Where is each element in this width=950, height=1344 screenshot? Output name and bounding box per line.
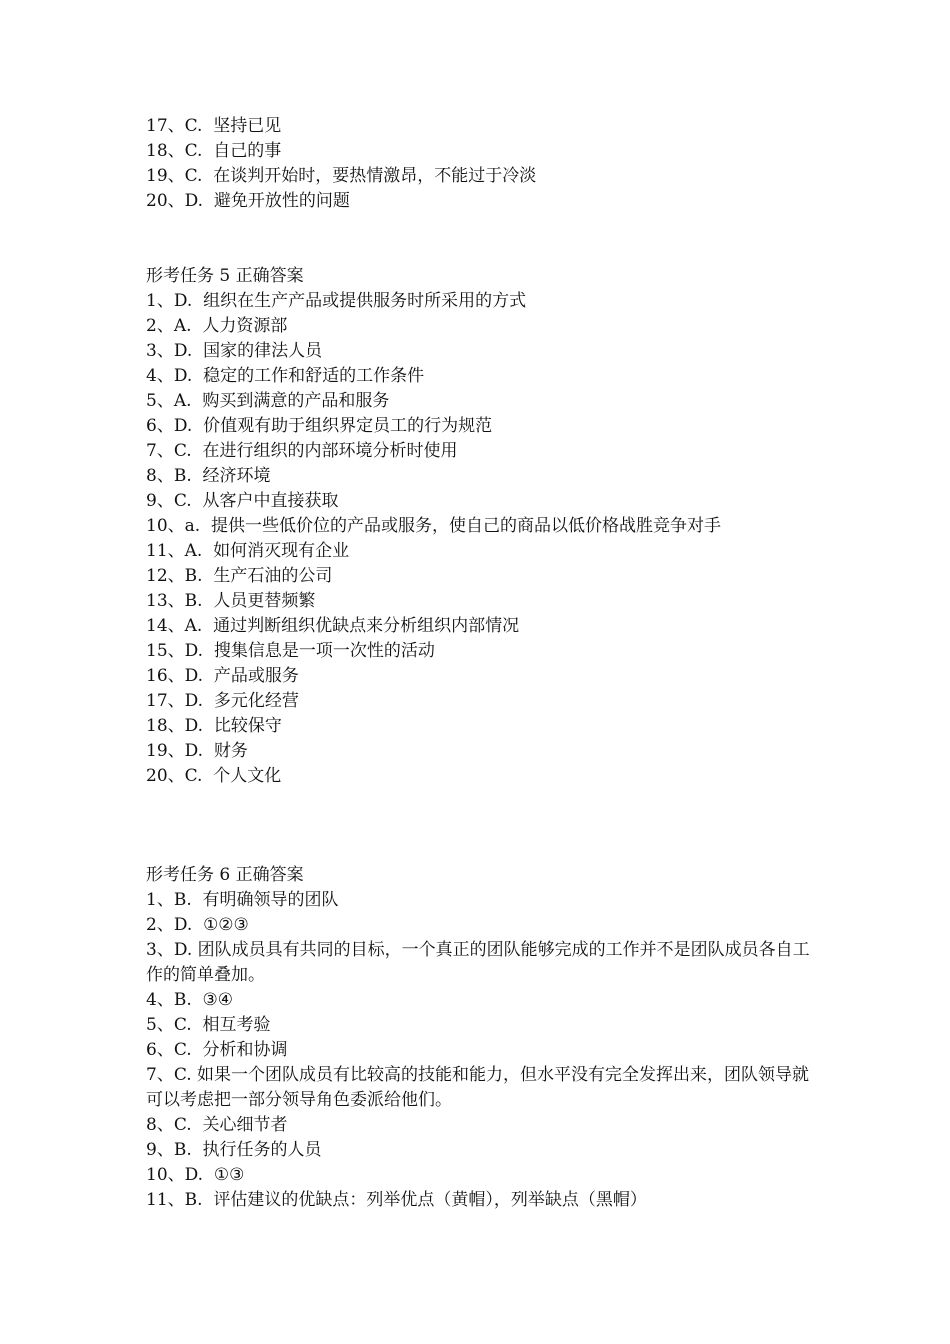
answer-item <box>146 714 826 739</box>
item-number: 2、 <box>146 316 174 336</box>
item-answer: D. 比较保守 <box>184 716 282 736</box>
item-number: 2、 <box>146 915 174 935</box>
item-number: 19、 <box>146 741 185 761</box>
answer-item <box>146 514 826 539</box>
spacer <box>146 214 826 264</box>
item-number: 18、 <box>146 716 185 736</box>
item-answer: D. 避免开放性的问题 <box>184 191 350 211</box>
item-answer: D. 团队成员具有共同的目标，一个真正的团队能够完成的工作并不是团队成员各自工作的简单叠加。 <box>146 940 810 985</box>
answer-item <box>146 564 826 589</box>
item-number: 8、 <box>146 466 174 486</box>
document-page <box>146 114 826 1213</box>
answer-item <box>146 1163 826 1188</box>
item-number: 6、 <box>146 416 174 436</box>
answer-item <box>146 614 826 639</box>
answer-item <box>146 664 826 689</box>
item-number: 11、 <box>146 1190 185 1210</box>
item-answer: B. ③④ <box>173 990 234 1010</box>
item-answer: B. 评估建议的优缺点：列举优点（黄帽），列举缺点（黑帽） <box>184 1190 647 1210</box>
item-number: 11、 <box>146 541 185 561</box>
item-answer: D. 价值观有助于组织界定员工的行为规范 <box>173 416 493 436</box>
item-answer: D. 多元化经营 <box>184 691 299 711</box>
item-number: 1、 <box>146 890 174 910</box>
item-answer: D. ①③ <box>184 1165 245 1185</box>
item-number: 12、 <box>146 566 185 586</box>
answer-item <box>146 139 826 164</box>
item-answer: C. 坚持已见 <box>184 116 282 136</box>
item-number: 9、 <box>146 1140 174 1160</box>
answer-item <box>146 464 826 489</box>
answer-item <box>146 1013 826 1038</box>
item-answer: C. 从客户中直接获取 <box>173 491 339 511</box>
answer-item <box>146 364 826 389</box>
item-answer: A. 人力资源部 <box>173 316 288 336</box>
answer-item <box>146 689 826 714</box>
answer-item <box>146 739 826 764</box>
answer-item <box>146 589 826 614</box>
item-answer: D. 搜集信息是一项一次性的活动 <box>184 641 435 661</box>
section-task-6 <box>146 863 826 1213</box>
item-answer: C. 分析和协调 <box>173 1040 288 1060</box>
item-answer: D. 稳定的工作和舒适的工作条件 <box>173 366 425 386</box>
item-answer: D. ①②③ <box>173 915 249 935</box>
item-number: 3、 <box>146 341 174 361</box>
item-number: 4、 <box>146 990 174 1010</box>
item-number: 19、 <box>146 166 185 186</box>
answer-item <box>146 539 826 564</box>
answer-item <box>146 913 826 938</box>
item-answer: C. 相互考验 <box>173 1015 271 1035</box>
answer-item <box>146 938 826 988</box>
answer-item <box>146 1138 826 1163</box>
item-number: 7、 <box>146 441 174 461</box>
spacer <box>146 789 826 863</box>
answer-item <box>146 114 826 139</box>
item-answer: B. 经济环境 <box>173 466 271 486</box>
item-answer: D. 财务 <box>184 741 248 761</box>
answer-item <box>146 314 826 339</box>
answer-item <box>146 1188 826 1213</box>
item-number: 8、 <box>146 1115 174 1135</box>
item-answer: a. 提供一些低价位的产品或服务，使自己的商品以低价格战胜竞争对手 <box>184 516 721 536</box>
answer-item <box>146 289 826 314</box>
answer-item <box>146 988 826 1013</box>
answer-item <box>146 489 826 514</box>
answer-item <box>146 1038 826 1063</box>
answer-item <box>146 189 826 214</box>
answer-item <box>146 888 826 913</box>
answer-item <box>146 414 826 439</box>
answer-item <box>146 639 826 664</box>
item-answer: C. 关心细节者 <box>173 1115 288 1135</box>
item-number: 15、 <box>146 641 185 661</box>
item-answer: B. 执行任务的人员 <box>173 1140 322 1160</box>
item-answer: A. 如何消灭现有企业 <box>184 541 350 561</box>
item-answer: A. 购买到满意的产品和服务 <box>173 391 390 411</box>
item-answer: B. 有明确领导的团队 <box>173 890 339 910</box>
item-answer: B. 人员更替频繁 <box>184 591 316 611</box>
answer-item <box>146 1063 826 1113</box>
item-number: 17、 <box>146 116 185 136</box>
answer-item <box>146 764 826 789</box>
item-number: 20、 <box>146 766 185 786</box>
item-number: 17、 <box>146 691 185 711</box>
item-answer: C. 自己的事 <box>184 141 282 161</box>
item-number: 14、 <box>146 616 185 636</box>
item-answer: A. 通过判断组织优缺点来分析组织内部情况 <box>184 616 520 636</box>
section-task-5 <box>146 264 826 789</box>
item-number: 5、 <box>146 391 174 411</box>
item-answer: D. 国家的律法人员 <box>173 341 323 361</box>
item-number: 18、 <box>146 141 185 161</box>
item-number: 13、 <box>146 591 185 611</box>
item-number: 16、 <box>146 666 185 686</box>
section-title: 形考任务 5 正确答案 <box>146 266 304 286</box>
answer-item <box>146 164 826 189</box>
answer-item <box>146 1113 826 1138</box>
item-answer: C. 在谈判开始时，要热情激昂，不能过于冷淡 <box>184 166 537 186</box>
item-number: 1、 <box>146 291 174 311</box>
item-number: 7、 <box>146 1065 174 1085</box>
item-number: 6、 <box>146 1040 174 1060</box>
item-number: 3、 <box>146 940 174 960</box>
item-answer: B. 生产石油的公司 <box>184 566 333 586</box>
item-answer: C. 如果一个团队成员有比较高的技能和能力，但水平没有完全发挥出来，团队领导就可以考虑把一部分领导角色委派给他们。 <box>146 1065 810 1110</box>
item-number: 9、 <box>146 491 174 511</box>
answer-list-continued <box>146 114 826 214</box>
item-answer: C. 在进行组织的内部环境分析时使用 <box>173 441 458 461</box>
answer-item <box>146 439 826 464</box>
item-number: 20、 <box>146 191 185 211</box>
item-number: 4、 <box>146 366 174 386</box>
item-number: 5、 <box>146 1015 174 1035</box>
item-number: 10、 <box>146 516 185 536</box>
section-title: 形考任务 6 正确答案 <box>146 865 304 885</box>
answer-item <box>146 389 826 414</box>
answer-item <box>146 339 826 364</box>
item-answer: D. 产品或服务 <box>184 666 299 686</box>
item-number: 10、 <box>146 1165 185 1185</box>
item-answer: D. 组织在生产产品或提供服务时所采用的方式 <box>173 291 527 311</box>
item-answer: C. 个人文化 <box>184 766 282 786</box>
